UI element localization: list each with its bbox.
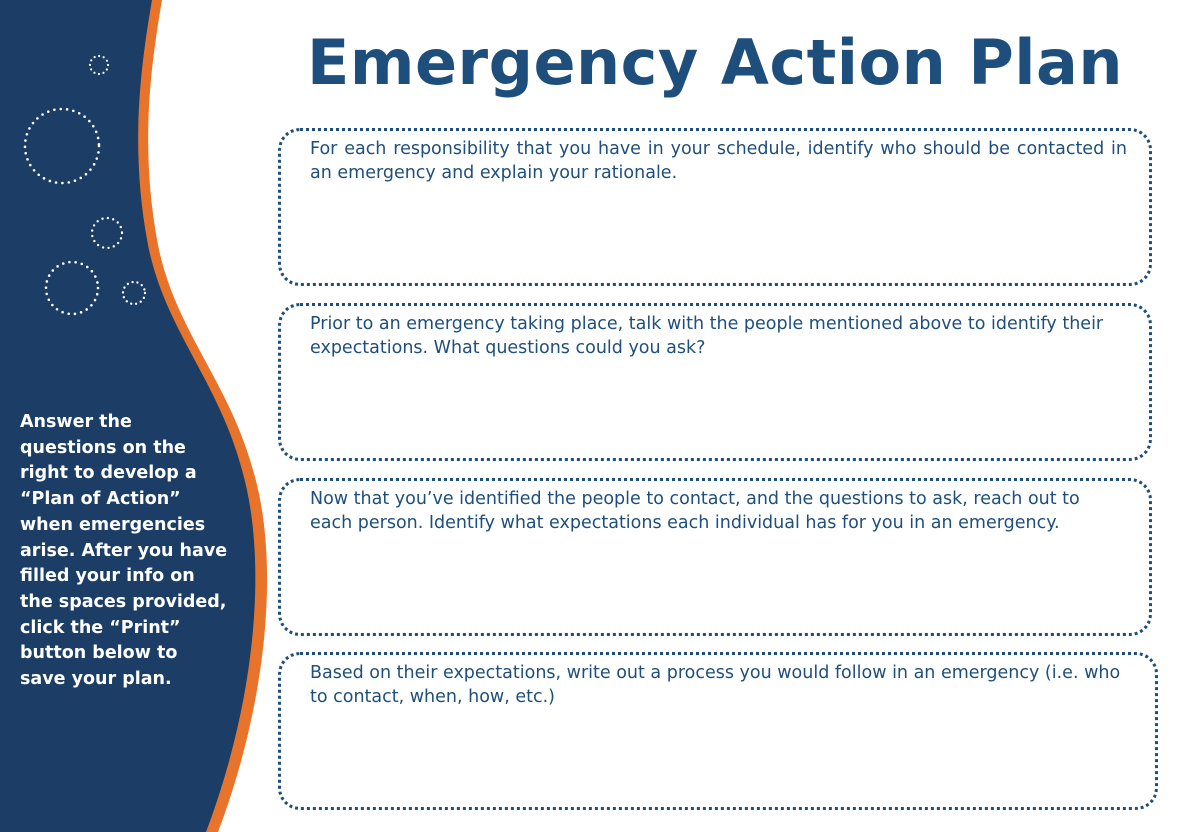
question-prompt-2: Prior to an emergency taking place, talk with the people mentioned above to identify their expectations. What questions could you ask? [310,314,1104,358]
page-title: Emergency Action Plan [306,26,1123,99]
question-box-4[interactable] [278,652,1158,810]
question-prompt-1: For each responsibility that you have in your schedule, identify who should be contacted in an emergency and explain your rationale. [310,139,1127,183]
question-box-3[interactable] [278,478,1152,636]
question-box-2[interactable] [278,303,1152,461]
question-prompt-4: Based on their expectations, write out a process you would follow in an emergency (i.e. who to contact, when, how, etc.) [310,663,1121,707]
question-prompt-3: Now that you’ve identified the people to contact, and the questions to ask, reach out to each person. Identify what expectations each individual has for you in an emergency. [310,489,1080,533]
sidebar-instructions: Answer the questions on the right to develop a “Plan of Action” when emergencies arise. After you have filled your info on the spaces provided, click the “Print” button below to save your plan. [20,412,228,690]
question-box-1[interactable] [278,128,1152,286]
